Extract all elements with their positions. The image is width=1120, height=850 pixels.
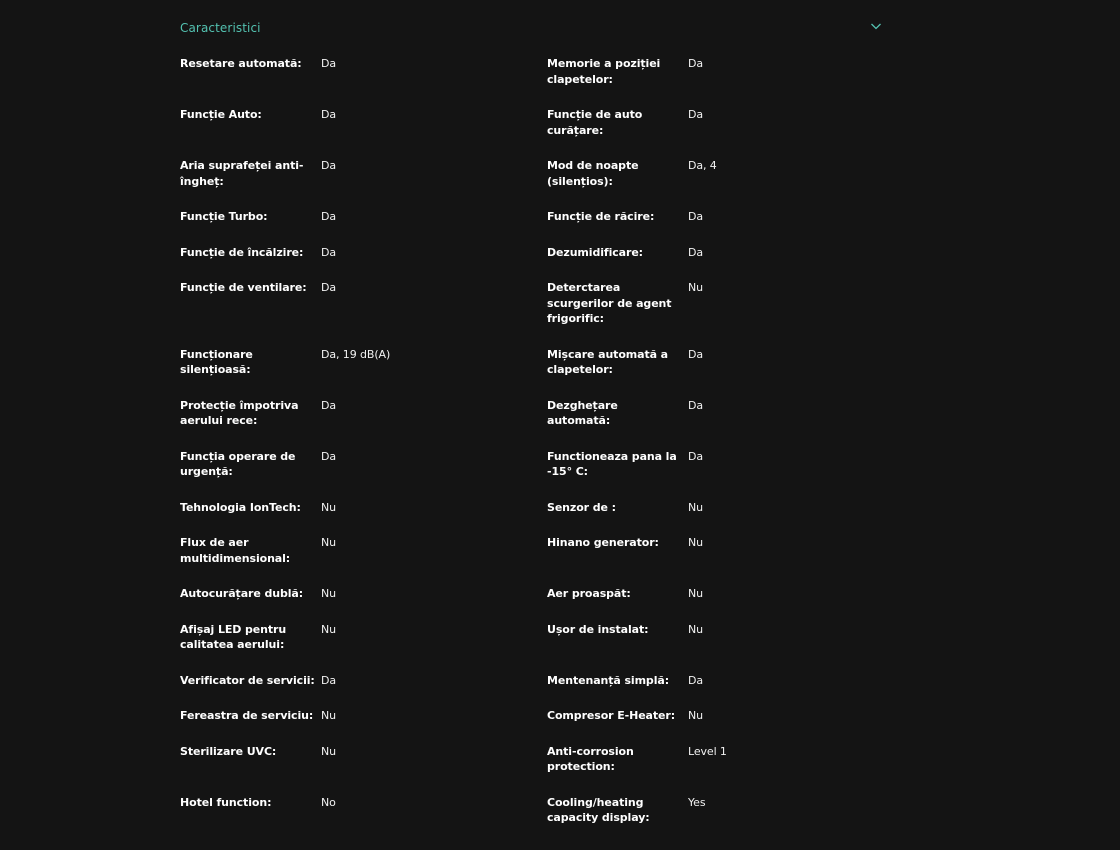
spec-item [180, 398, 547, 449]
spec-value: Da [321, 210, 337, 223]
spec-value: Da [321, 108, 337, 121]
spec-item [547, 347, 882, 398]
spec-item [547, 209, 882, 245]
spec-value: Nu [688, 536, 704, 549]
spec-value: Nu [688, 587, 704, 600]
spec-label: Cooling/heating capacity display: [547, 795, 650, 824]
spec-label: Senzor de : [547, 500, 616, 514]
spec-value: Da, 19 dB(A) [321, 347, 391, 361]
spec-label: Afișaj LED pentru calitatea aerului: [180, 622, 287, 651]
spec-value: Nu [321, 536, 337, 549]
spec-item [180, 535, 547, 586]
spec-item [180, 586, 547, 622]
spec-label: Hotel function: [180, 795, 272, 809]
spec-value: Level 1 [688, 744, 727, 758]
spec-item [180, 347, 547, 398]
spec-item [180, 622, 547, 673]
spec-item [180, 107, 547, 158]
spec-item [547, 622, 882, 673]
spec-item [180, 708, 547, 744]
spec-label: Verificator de servicii: [180, 673, 315, 687]
spec-item [547, 280, 882, 347]
spec-value: Da [321, 673, 337, 687]
spec-item [180, 673, 547, 709]
characteristics-section [180, 0, 882, 846]
spec-label: Mentenanță simplă: [547, 673, 669, 687]
spec-value: Da [321, 281, 337, 294]
spec-item [180, 449, 547, 500]
spec-label: Funcționare silențioasă: [180, 347, 253, 376]
spec-label: Funcție de ventilare: [180, 281, 307, 294]
spec-value: Nu [688, 500, 704, 514]
spec-label: Mod de noapte (silențios): [547, 159, 639, 188]
spec-item [547, 398, 882, 449]
spec-value: Da [688, 210, 704, 223]
spec-label: Funcție Turbo: [180, 210, 268, 223]
spec-item [547, 449, 882, 500]
spec-label: Memorie a poziției clapetelor: [547, 57, 661, 86]
spec-label: Funcție de răcire: [547, 210, 655, 223]
spec-value: Da [688, 449, 704, 463]
spec-label: Aer proaspăt: [547, 587, 631, 600]
spec-item [547, 795, 882, 846]
spec-item [180, 744, 547, 795]
spec-item [180, 209, 547, 245]
spec-item [547, 56, 882, 107]
spec-label: Hinano generator: [547, 536, 659, 549]
spec-value: Da [688, 347, 704, 361]
spec-value: Da [688, 245, 704, 259]
spec-value: Nu [688, 622, 704, 636]
spec-item [547, 586, 882, 622]
spec-label: Compresor E-Heater: [547, 709, 676, 722]
spec-label: Funcția operare de urgență: [180, 449, 296, 478]
spec-value: Da [688, 57, 704, 70]
spec-grid [180, 56, 882, 846]
section-header[interactable] [180, 0, 882, 56]
spec-label: Dezumidificare: [547, 245, 643, 259]
spec-label: Funcție de încălzire: [180, 245, 304, 259]
spec-label: Anti-corrosion protection: [547, 744, 634, 773]
spec-item [180, 245, 547, 281]
spec-value: Nu [688, 709, 704, 722]
chevron-down-icon[interactable] [870, 20, 882, 32]
spec-value: Da [688, 673, 704, 687]
spec-item [180, 500, 547, 536]
spec-value: Nu [321, 587, 337, 600]
spec-item [547, 158, 882, 209]
spec-value: No [321, 795, 336, 809]
spec-label: Fereastra de serviciu: [180, 709, 314, 722]
spec-label: Funcție de auto curățare: [547, 108, 643, 137]
spec-item [547, 535, 882, 586]
spec-value: Nu [321, 622, 337, 636]
spec-item [547, 500, 882, 536]
spec-label: Autocurățare dublă: [180, 587, 304, 600]
spec-value: Da [321, 398, 337, 412]
spec-value: Nu [688, 281, 704, 294]
spec-label: Mișcare automată a clapetelor: [547, 347, 669, 376]
spec-item [180, 280, 547, 347]
spec-label: Funcție Auto: [180, 108, 262, 121]
spec-value: Nu [321, 500, 337, 514]
spec-label: Sterilizare UVC: [180, 744, 277, 758]
spec-label: Deterctarea scurgerilor de agent frigorific: [547, 281, 672, 325]
spec-item [547, 708, 882, 744]
spec-label: Resetare automată: [180, 57, 302, 70]
spec-value: Da, 4 [688, 159, 717, 172]
spec-item [180, 56, 547, 107]
spec-label: Aria suprafeței anti-îngheț: [180, 159, 304, 188]
spec-item [180, 158, 547, 209]
spec-label: Dezghețare automată: [547, 398, 618, 427]
spec-value: Da [321, 159, 337, 172]
spec-item [547, 107, 882, 158]
spec-label: Tehnologia IonTech: [180, 500, 301, 514]
spec-label: Functioneaza pana la -15° C: [547, 449, 677, 478]
spec-value: Da [321, 245, 337, 259]
spec-value: Yes [688, 795, 706, 809]
spec-value: Nu [321, 709, 337, 722]
spec-item [180, 795, 547, 846]
spec-value: Da [688, 108, 704, 121]
spec-value: Nu [321, 744, 337, 758]
section-title: Caracteristici [180, 21, 261, 35]
spec-label: Ușor de instalat: [547, 622, 649, 636]
spec-label: Protecție împotriva aerului rece: [180, 398, 299, 427]
spec-label: Flux de aer multidimensional: [180, 536, 291, 565]
spec-item [547, 744, 882, 795]
spec-value: Da [321, 449, 337, 463]
spec-item [547, 673, 882, 709]
spec-item [547, 245, 882, 281]
spec-value: Da [321, 57, 337, 70]
spec-value: Da [688, 398, 704, 412]
